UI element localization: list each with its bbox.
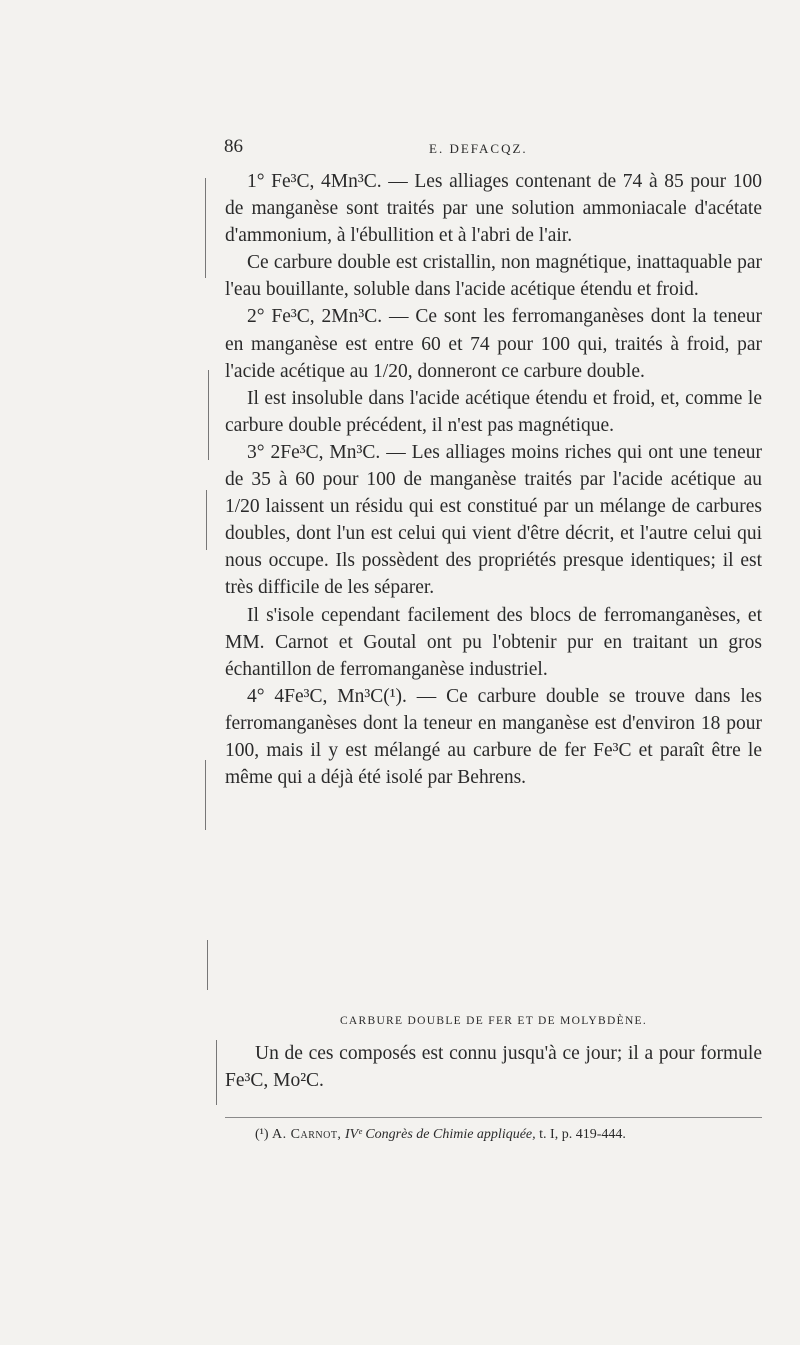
footnote-author: A. Carnot, bbox=[272, 1127, 342, 1142]
page-number: 86 bbox=[224, 136, 243, 157]
page-header bbox=[224, 136, 764, 166]
margin-mark bbox=[205, 178, 206, 278]
section-text bbox=[225, 1040, 762, 1094]
paragraph: Il est insoluble dans l'acide acétique étendu et froid, et, comme le carbure double précédent, il n'est pas magnétique. bbox=[225, 387, 762, 436]
paragraph: 4° 4Fe³C, Mn³C(¹). — Ce carbure double se trouve dans les ferromanganèses dont la teneur en manganèse est d'environ 18 pour 100, mais il y est mélangé au carbure de fer Fe³C et paraît être le même qui a déjà été isolé par Behrens. bbox=[225, 685, 762, 789]
footnote-divider bbox=[225, 1117, 762, 1118]
margin-mark bbox=[216, 1040, 217, 1105]
margin-mark bbox=[207, 940, 208, 990]
footnote-reference: t. I, p. 419-444. bbox=[539, 1127, 626, 1142]
margin-mark bbox=[208, 370, 209, 460]
margin-mark bbox=[205, 760, 206, 830]
running-head: E. DEFACQZ. bbox=[429, 141, 528, 156]
paragraph: 1° Fe³C, 4Mn³C. — Les alliages contenant de 74 à 85 pour 100 de manganèse sont traités par une solution ammoniacale d'acétate d'ammonium, à l'ébullition et à l'abri de l'air. bbox=[225, 171, 762, 247]
main-text bbox=[225, 168, 762, 791]
footnote bbox=[255, 1127, 775, 1143]
footnote-title: IVᵉ Congrès de Chimie appliquée, bbox=[344, 1127, 536, 1142]
paragraph: 2° Fe³C, 2Mn³C. — Ce sont les ferromanganèses dont la teneur en manganèse est entre 60 et 74 pour 100 qui, traités à froid, par l'acide acétique au 1/20, donneront ce carbure double. bbox=[225, 306, 762, 382]
paragraph: Ce carbure double est cristallin, non magnétique, inattaquable par l'eau bouillante, soluble dans l'acide acétique étendu et froid. bbox=[225, 252, 762, 301]
margin-mark bbox=[206, 490, 207, 550]
paragraph: Un de ces composés est connu jusqu'à ce jour; il a pour formule Fe³C, Mo²C. bbox=[225, 1043, 762, 1091]
paragraph: 3° 2Fe³C, Mn³C. — Les alliages moins riches qui ont une teneur de 35 à 60 pour 100 de manganèse traités par l'acide acétique au 1/20 laissent un résidu qui est constitué par un mélange de carbures doubles, dont l'un est celui qui vient d'être décrit, et l'autre celui qui nous occupe. Ils possèdent des propriétés presque identiques; il est très difficile de les séparer. bbox=[225, 441, 762, 599]
footnote-marker: (¹) bbox=[255, 1127, 269, 1142]
section-title: CARBURE DOUBLE DE FER ET DE MOLYBDÈNE. bbox=[339, 1015, 648, 1027]
paragraph: Il s'isole cependant facilement des blocs de ferromanganèses, et MM. Carnot et Goutal ont pu l'obtenir pur en traitant un gros échantillon de ferromanganèse industriel. bbox=[225, 604, 762, 680]
